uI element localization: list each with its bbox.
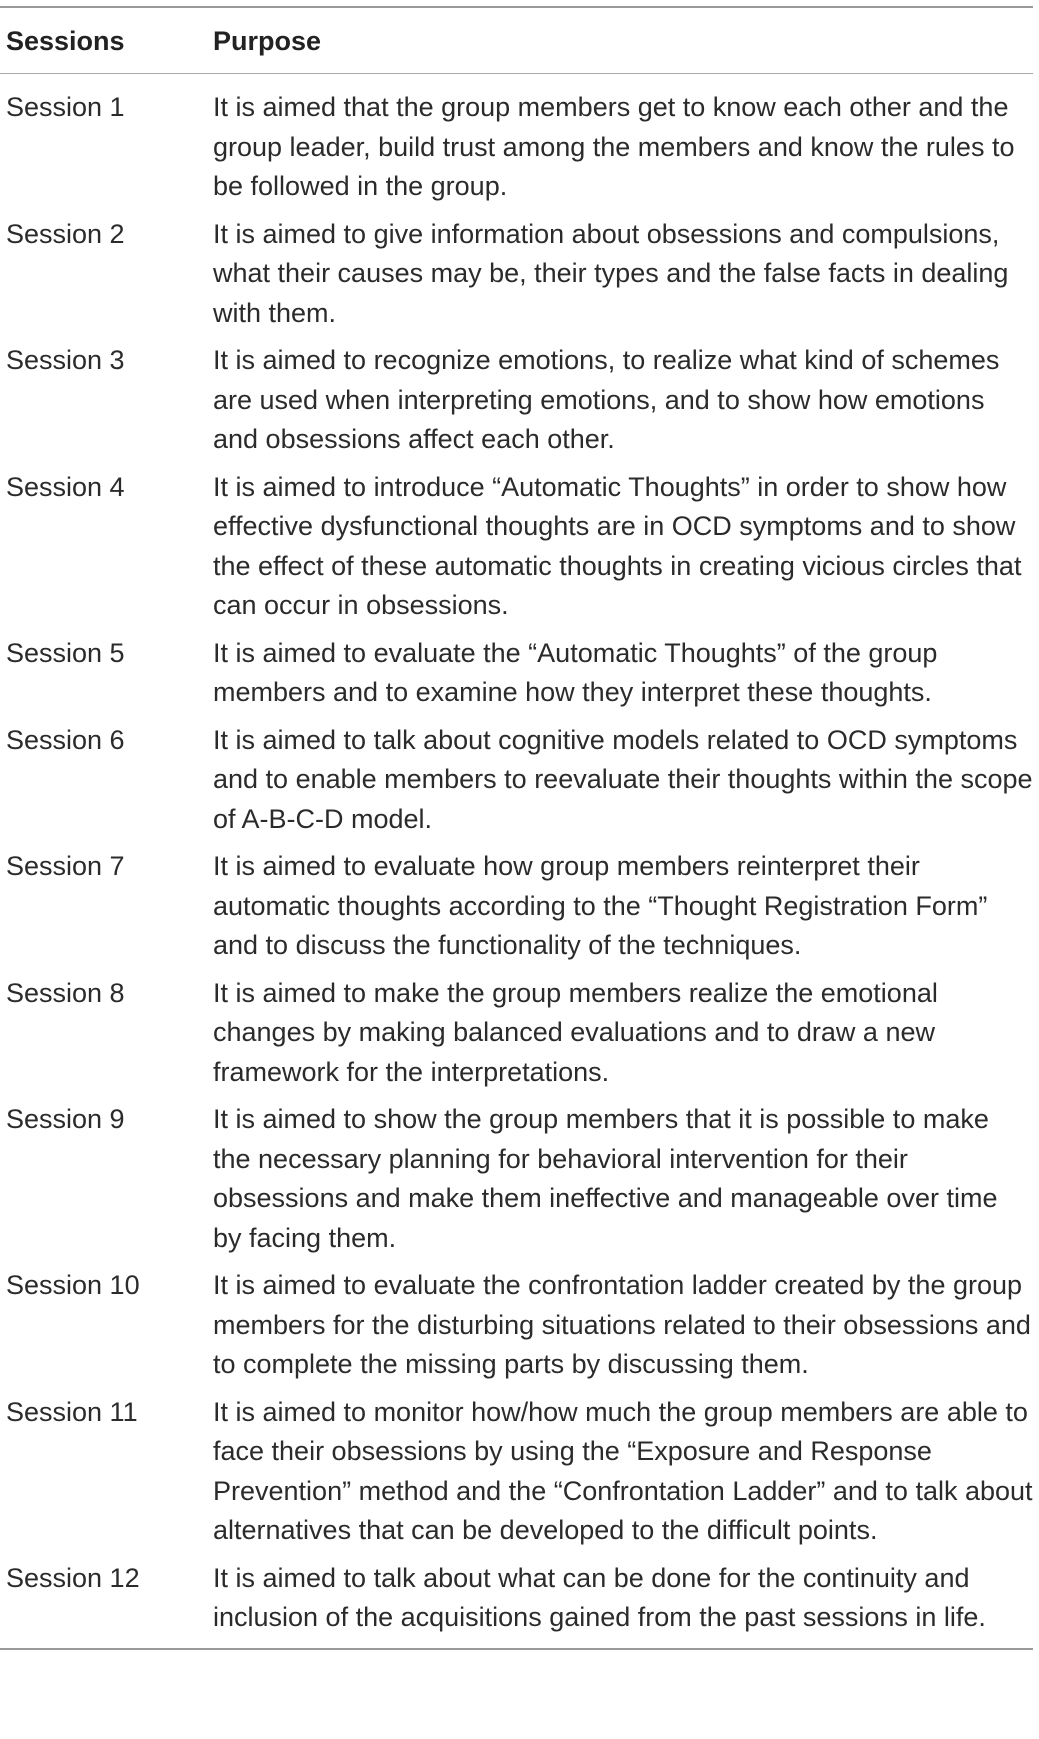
session-cell: Session 7 bbox=[6, 851, 125, 881]
table-row bbox=[0, 974, 1033, 1101]
header-sessions: Sessions bbox=[6, 26, 125, 56]
table-row bbox=[0, 847, 1033, 974]
session-cell: Session 4 bbox=[6, 471, 125, 502]
header-row bbox=[0, 8, 1033, 73]
session-cell: Session 2 bbox=[6, 218, 125, 249]
table-row bbox=[0, 1559, 1033, 1648]
table-body bbox=[0, 74, 1033, 1648]
session-cell: Session 9 bbox=[6, 1104, 125, 1134]
header-purpose: Purpose bbox=[213, 26, 322, 56]
table-row bbox=[0, 634, 1033, 721]
purpose-cell: It is aimed to evaluate how group members reinterpret their automatic thoughts according to the “Thought Registration Form” and to discuss the functionality of the techniques. bbox=[213, 851, 988, 960]
table-row bbox=[0, 468, 1033, 634]
sessions-table-body bbox=[0, 74, 1033, 1648]
sessions-table bbox=[0, 8, 1033, 73]
session-cell: Session 12 bbox=[6, 1562, 140, 1593]
purpose-cell: It is aimed that the group members get to know each other and the group leader, build trust among the members and know the rules to be followed in the group. bbox=[213, 92, 1015, 201]
table-row bbox=[0, 1100, 1033, 1266]
session-cell: Session 10 bbox=[6, 1270, 140, 1300]
purpose-cell: It is aimed to evaluate the confrontation ladder created by the group members for the disturbing situations related to their obsessions and to complete the missing parts by discussing them. bbox=[213, 1270, 1031, 1379]
table-row bbox=[0, 74, 1033, 215]
table-row bbox=[0, 215, 1033, 342]
table-row bbox=[0, 1393, 1033, 1559]
session-cell: Session 5 bbox=[6, 637, 125, 668]
purpose-cell: It is aimed to introduce “Automatic Thoughts” in order to show how effective dysfunctional thoughts are in OCD symptoms and to show the effect of these automatic thoughts in creating vicious circles that can occur in obsessions. bbox=[213, 471, 1022, 620]
purpose-cell: It is aimed to evaluate the “Automatic Thoughts” of the group members and to examine how they interpret these thoughts. bbox=[213, 637, 938, 707]
purpose-cell: It is aimed to monitor how/how much the group members are able to face their obsessions by using the “Exposure and Response Prevention” method and the “Confrontation Ladder” and to talk about alternatives that can be developed to the difficult points. bbox=[213, 1396, 1033, 1545]
purpose-cell: It is aimed to recognize emotions, to realize what kind of schemes are used when interpreting emotions, and to show how emotions and obsessions affect each other. bbox=[213, 345, 1000, 454]
session-cell: Session 3 bbox=[6, 345, 125, 375]
session-cell: Session 11 bbox=[6, 1396, 138, 1427]
purpose-cell: It is aimed to show the group members that it is possible to make the necessary planning for behavioral intervention for their obsessions and make them ineffective and manageable over time by facing them. bbox=[213, 1104, 998, 1253]
session-cell: Session 6 bbox=[6, 724, 125, 755]
purpose-cell: It is aimed to make the group members realize the emotional changes by making balanced evaluations and to draw a new framework for the interpretations. bbox=[213, 977, 938, 1087]
table-row bbox=[0, 341, 1033, 468]
session-cell: Session 1 bbox=[6, 92, 125, 122]
purpose-cell: It is aimed to talk about what can be done for the continuity and inclusion of the acquisitions gained from the past sessions in life. bbox=[213, 1562, 986, 1632]
table-row bbox=[0, 1266, 1033, 1393]
table-row bbox=[0, 721, 1033, 848]
purpose-cell: It is aimed to talk about cognitive models related to OCD symptoms and to enable members to reevaluate their thoughts within the scope of A-B-C-D model. bbox=[213, 724, 1033, 834]
bottom-rule bbox=[0, 1648, 1033, 1650]
purpose-cell: It is aimed to give information about obsessions and compulsions, what their causes may be, their types and the false facts in dealing with them. bbox=[213, 218, 1009, 328]
session-cell: Session 8 bbox=[6, 977, 125, 1008]
